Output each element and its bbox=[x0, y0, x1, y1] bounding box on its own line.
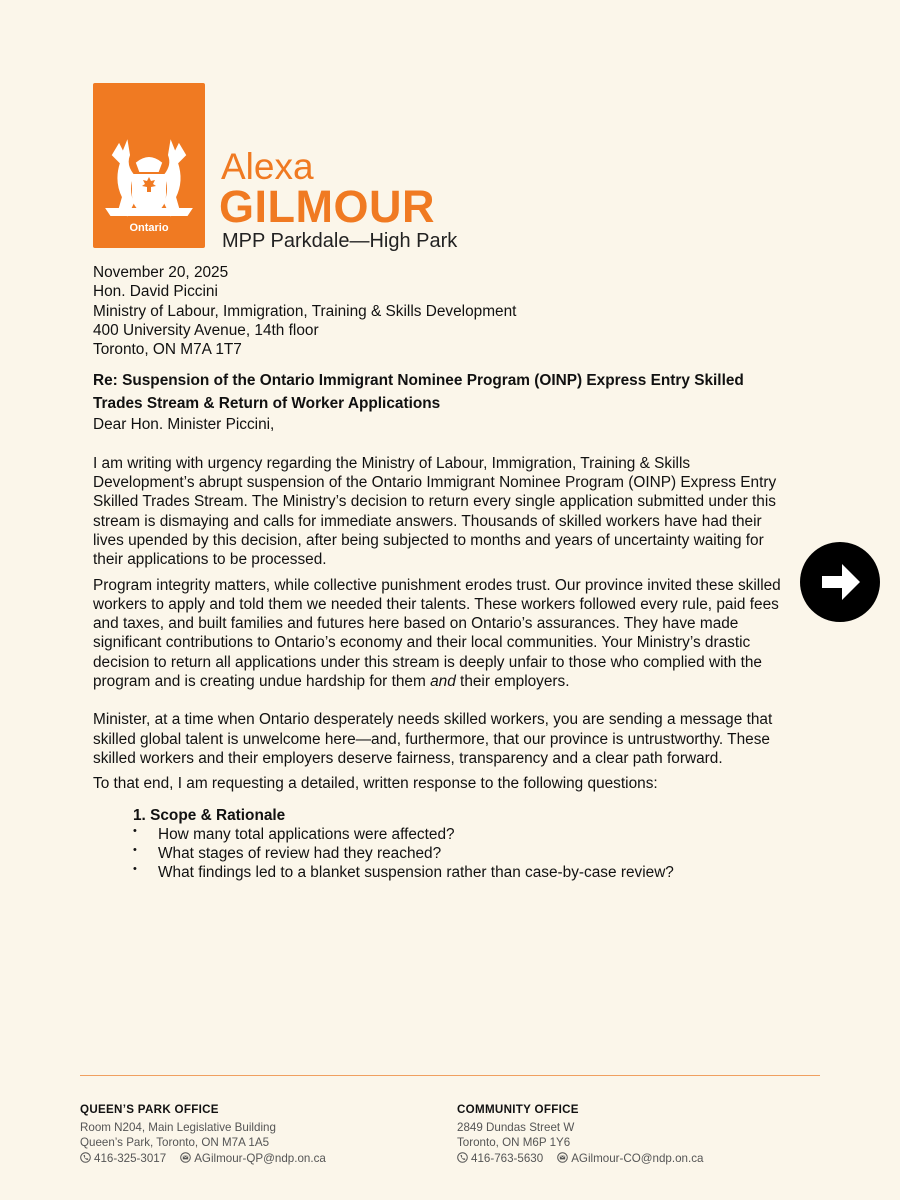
paragraph-1: I am writing with urgency regarding the Ministry of Labour, Immigration, Training & Skills Development’s abrupt suspension of the Ontario Immigrant Nominee Program (OINP) Express Entry Skilled Trades Stream. The Ministry’s decision to return every single application submitted under this stream is dismaying and calls for immediate answers. Thousands of skilled workers have had their lives upended by this decision, after being subjected to months and years of uncertainty waiting for their applications to be processed. bbox=[93, 454, 777, 569]
office-address-line-1: 2849 Dundas Street W bbox=[457, 1120, 575, 1134]
bullet: • bbox=[133, 844, 137, 857]
subject-line bbox=[93, 369, 793, 415]
letter-date: November 20, 2025 bbox=[93, 264, 229, 281]
mpp-first-name: Alexa bbox=[221, 146, 314, 187]
subject-line-1: Re: Suspension of the Ontario Immigrant Nominee Program (OINP) Express Entry Skilled bbox=[93, 372, 744, 390]
logo-province-label: Ontario bbox=[129, 222, 169, 234]
office-contact bbox=[80, 1151, 326, 1167]
salutation: Dear Hon. Minister Piccini, bbox=[93, 416, 275, 434]
phone-icon bbox=[457, 1152, 468, 1163]
list-item bbox=[133, 825, 793, 844]
office-title: COMMUNITY OFFICE bbox=[457, 1103, 579, 1116]
office-title: QUEEN’S PARK OFFICE bbox=[80, 1103, 219, 1116]
subject-line-2: Trades Stream & Return of Worker Applications bbox=[93, 395, 441, 413]
footer-divider bbox=[80, 1075, 820, 1076]
community-office bbox=[457, 1102, 703, 1166]
question-text: How many total applications were affected? bbox=[158, 825, 455, 843]
office-contact bbox=[457, 1151, 703, 1167]
section-heading: 1. Scope & Rationale bbox=[133, 806, 286, 824]
paragraph-2-end: their employers. bbox=[455, 673, 570, 691]
bullet: • bbox=[133, 863, 137, 876]
office-address-line-2: Toronto, ON M6P 1Y6 bbox=[457, 1136, 571, 1149]
recipient-ministry: Ministry of Labour, Immigration, Training & Skills Development bbox=[93, 302, 517, 320]
phone-icon bbox=[80, 1152, 91, 1163]
queens-park-office bbox=[80, 1102, 326, 1166]
mpp-last-name: GILMOUR bbox=[219, 181, 435, 232]
paragraph-2 bbox=[93, 576, 793, 692]
recipient-name: Hon. David Piccini bbox=[93, 283, 218, 301]
question-list bbox=[93, 825, 793, 883]
mpp-riding: MPP Parkdale—High Park bbox=[222, 230, 458, 252]
paragraph-2-emphasis: and bbox=[430, 673, 456, 691]
office-email[interactable]: AGilmour-CO@ndp.on.ca bbox=[571, 1151, 704, 1165]
letter-body bbox=[93, 263, 793, 883]
list-item bbox=[133, 844, 793, 863]
recipient-city: Toronto, ON M7A 1T7 bbox=[93, 341, 242, 359]
next-page-button[interactable] bbox=[800, 542, 880, 622]
question-text: What stages of review had they reached? bbox=[158, 845, 442, 863]
question-text: What findings led to a blanket suspension rather than case-by-case review? bbox=[158, 864, 674, 882]
arrow-right-icon bbox=[800, 542, 880, 622]
office-email[interactable]: AGilmour-QP@ndp.on.ca bbox=[194, 1151, 326, 1165]
list-item bbox=[133, 863, 793, 882]
bullet: • bbox=[133, 824, 137, 837]
recipient-street: 400 University Avenue, 14th floor bbox=[93, 321, 319, 339]
office-phone[interactable]: 416-325-3017 bbox=[94, 1151, 167, 1165]
paragraph-2-text: Program integrity matters, while collective punishment erodes trust. Our province invited these skilled workers to apply and told them we needed their talents. These workers followed every rule, paid fees and taxes, and built families and futures here based on Ontario’s assurances. They have made significant contributions to Ontario’s economy and their local communities. Your Ministry’s drastic decision to return all applications under this stream is deeply unfair to those who complied with the program and is creating undue hardship for them bbox=[93, 576, 781, 691]
email-icon bbox=[180, 1152, 191, 1163]
office-address-line-2: Queen’s Park, Toronto, ON M7A 1A5 bbox=[80, 1136, 270, 1149]
ontario-logo bbox=[93, 83, 205, 248]
office-address-line-1: Room N204, Main Legislative Building bbox=[80, 1120, 276, 1134]
office-phone[interactable]: 416-763-5630 bbox=[471, 1151, 544, 1165]
paragraph-4: To that end, I am requesting a detailed, written response to the following questions: bbox=[93, 775, 658, 793]
paragraph-3: Minister, at a time when Ontario desperately needs skilled workers, you are sending a message that skilled global talent is unwelcome here—and, furthermore, that our province is untrustworthy. These skilled workers and their employers deserve fairness, transparency and a clear path forward. bbox=[93, 711, 773, 767]
address-block bbox=[93, 263, 793, 359]
email-icon bbox=[557, 1152, 568, 1163]
